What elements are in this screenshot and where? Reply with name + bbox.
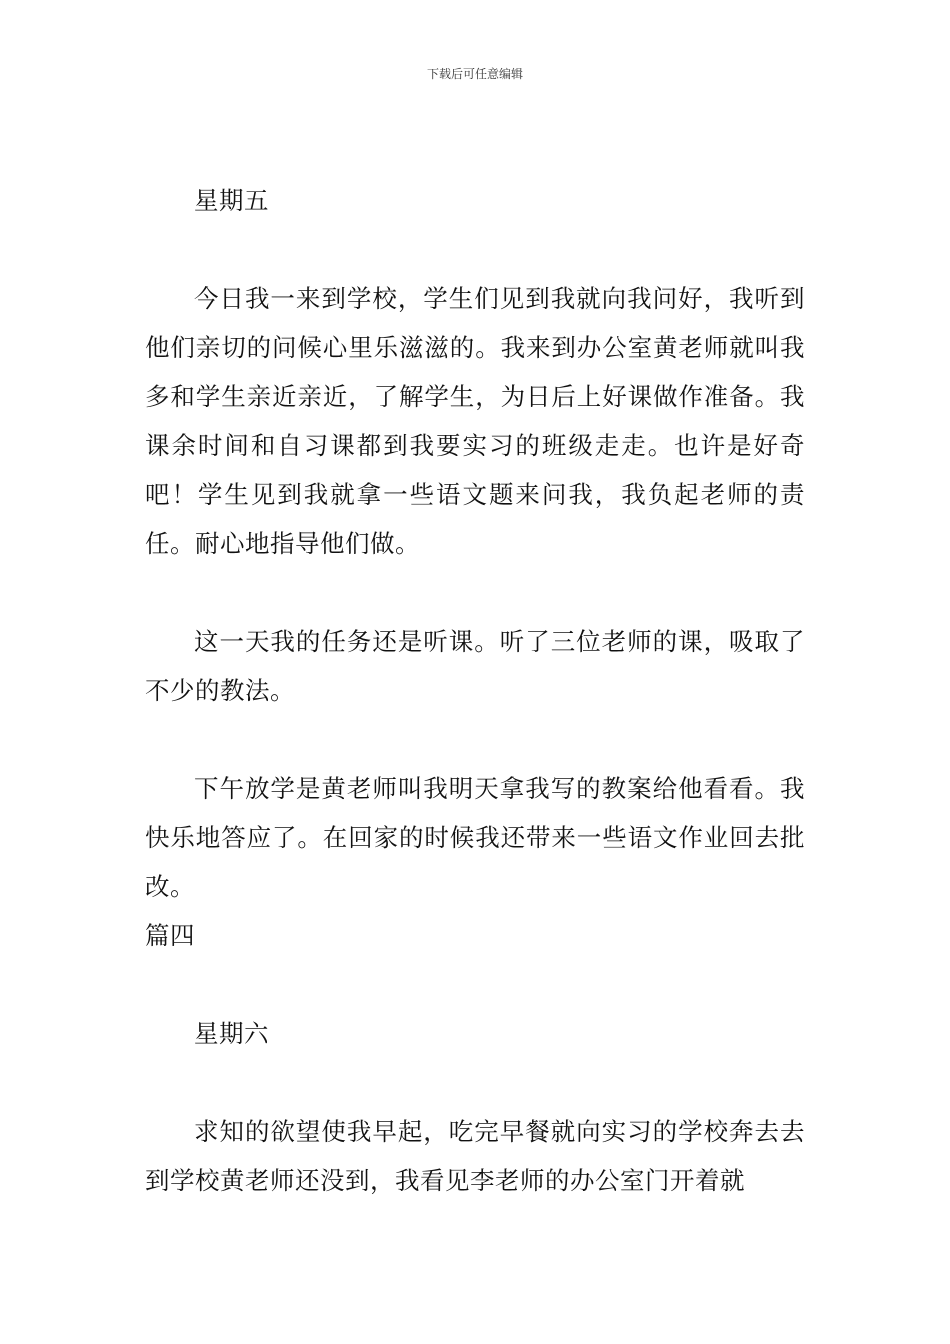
- paragraph-1: 今日我一来到学校，学生们见到我就向我问好，我听到他们亲切的问候心里乐滋滋的。我来到办公室黄老师就叫我多和学生亲近亲近，了解学生，为日后上好课做作准备。我课余时间和自习课都到我要实习的班级走走。也许是好奇吧！学生见到我就拿一些语文题来问我，我负起老师的责任。耐心地指导他们做。: [145, 284, 805, 558]
- page-header-note: 下载后可任意编辑: [426, 67, 523, 81]
- paragraph-4: 求知的欲望使我早起，吃完早餐就向实习的学校奔去去到学校黄老师还没到，我看见李老师的办公室门开着就: [145, 1117, 805, 1195]
- paragraph-3: 下午放学是黄老师叫我明天拿我写的教案给他看看。我快乐地答应了。在回家的时候我还带来一些语文作业回去批改。: [145, 774, 805, 901]
- day-heading-saturday: 星期六: [194, 1019, 269, 1048]
- day-heading-friday: 星期五: [194, 186, 269, 215]
- paragraph-2: 这一天我的任务还是听课。听了三位老师的课，吸取了不少的教法。: [145, 627, 805, 705]
- section-title: 篇四: [145, 921, 195, 950]
- document-body: [145, 176, 805, 1205]
